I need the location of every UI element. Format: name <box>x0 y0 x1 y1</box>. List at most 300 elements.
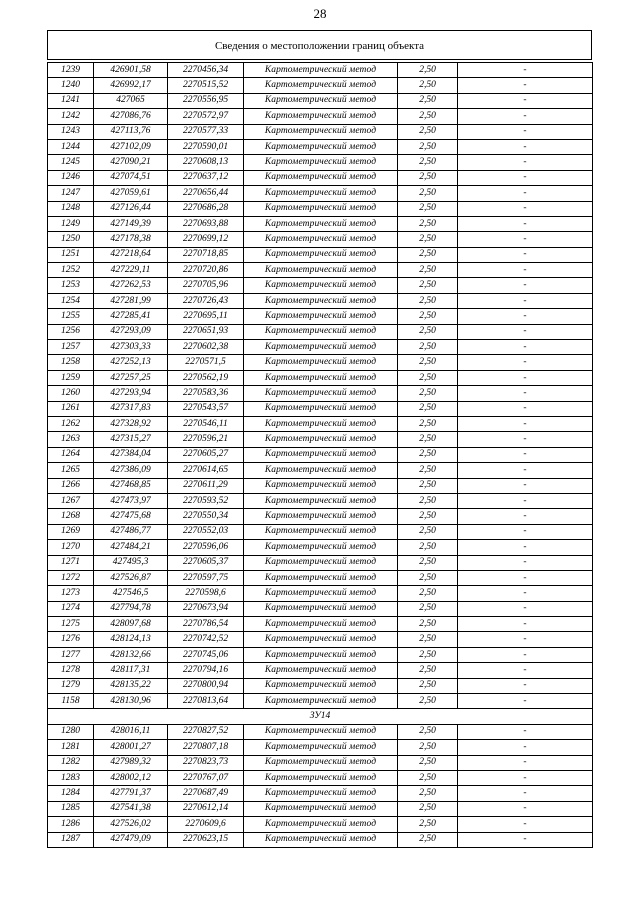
x-coordinate-cell: 428016,11 <box>94 724 168 739</box>
table-row <box>48 93 593 108</box>
accuracy-cell: 2,50 <box>398 139 458 154</box>
point-number-cell: 1259 <box>48 370 94 385</box>
method-cell: Картометрический метод <box>244 647 398 662</box>
accuracy-cell: 2,50 <box>398 570 458 585</box>
y-coordinate-cell: 2270583,36 <box>168 386 244 401</box>
y-coordinate-cell: 2270611,29 <box>168 478 244 493</box>
y-coordinate-cell: 2270637,12 <box>168 170 244 185</box>
y-coordinate-cell: 2270543,57 <box>168 401 244 416</box>
accuracy-cell: 2,50 <box>398 663 458 678</box>
x-coordinate-cell: 427218,64 <box>94 247 168 262</box>
section-row <box>48 709 593 724</box>
accuracy-cell: 2,50 <box>398 63 458 78</box>
x-coordinate-cell: 427473,97 <box>94 493 168 508</box>
accuracy-cell: 2,50 <box>398 247 458 262</box>
x-coordinate-cell: 427526,02 <box>94 817 168 832</box>
method-cell: Картометрический метод <box>244 109 398 124</box>
description-cell: - <box>458 478 593 493</box>
table-row <box>48 663 593 678</box>
method-cell: Картометрический метод <box>244 617 398 632</box>
point-number-cell: 1239 <box>48 63 94 78</box>
description-cell: - <box>458 340 593 355</box>
x-coordinate-cell: 427484,21 <box>94 540 168 555</box>
table-row <box>48 540 593 555</box>
table-body <box>48 63 593 848</box>
accuracy-cell: 2,50 <box>398 170 458 185</box>
table-row <box>48 817 593 832</box>
point-number-cell: 1268 <box>48 509 94 524</box>
y-coordinate-cell: 2270552,03 <box>168 524 244 539</box>
point-number-cell: 1266 <box>48 478 94 493</box>
description-cell: - <box>458 801 593 816</box>
x-coordinate-cell: 427074,51 <box>94 170 168 185</box>
point-number-cell: 1274 <box>48 601 94 616</box>
accuracy-cell: 2,50 <box>398 432 458 447</box>
accuracy-cell: 2,50 <box>398 370 458 385</box>
x-coordinate-cell: 427317,83 <box>94 401 168 416</box>
method-cell: Картометрический метод <box>244 509 398 524</box>
description-cell: - <box>458 694 593 709</box>
description-cell: - <box>458 355 593 370</box>
method-cell: Картометрический метод <box>244 724 398 739</box>
description-cell: - <box>458 247 593 262</box>
description-cell: - <box>458 570 593 585</box>
table-row <box>48 78 593 93</box>
accuracy-cell: 2,50 <box>398 93 458 108</box>
description-cell: - <box>458 93 593 108</box>
table-row <box>48 401 593 416</box>
table-row <box>48 63 593 78</box>
table-row <box>48 586 593 601</box>
table-row <box>48 416 593 431</box>
x-coordinate-cell: 427285,41 <box>94 309 168 324</box>
x-coordinate-cell: 427475,68 <box>94 509 168 524</box>
description-cell: - <box>458 139 593 154</box>
y-coordinate-cell: 2270590,01 <box>168 139 244 154</box>
description-cell: - <box>458 509 593 524</box>
y-coordinate-cell: 2270605,37 <box>168 555 244 570</box>
description-cell: - <box>458 170 593 185</box>
table-row <box>48 201 593 216</box>
x-coordinate-cell: 427065 <box>94 93 168 108</box>
table-row <box>48 755 593 770</box>
table-row <box>48 801 593 816</box>
description-cell: - <box>458 263 593 278</box>
x-coordinate-cell: 427257,25 <box>94 370 168 385</box>
point-number-cell: 1267 <box>48 493 94 508</box>
section-label: ЗУ14 <box>48 709 593 724</box>
method-cell: Картометрический метод <box>244 278 398 293</box>
point-number-cell: 1260 <box>48 386 94 401</box>
y-coordinate-cell: 2270786,54 <box>168 617 244 632</box>
description-cell: - <box>458 309 593 324</box>
method-cell: Картометрический метод <box>244 155 398 170</box>
description-cell: - <box>458 216 593 231</box>
point-number-cell: 1281 <box>48 740 94 755</box>
y-coordinate-cell: 2270651,93 <box>168 324 244 339</box>
accuracy-cell: 2,50 <box>398 201 458 216</box>
accuracy-cell: 2,50 <box>398 478 458 493</box>
x-coordinate-cell: 428135,22 <box>94 678 168 693</box>
point-number-cell: 1278 <box>48 663 94 678</box>
table-row <box>48 370 593 385</box>
x-coordinate-cell: 427149,39 <box>94 216 168 231</box>
method-cell: Картометрический метод <box>244 463 398 478</box>
y-coordinate-cell: 2270609,6 <box>168 817 244 832</box>
x-coordinate-cell: 427102,09 <box>94 139 168 154</box>
description-cell: - <box>458 493 593 508</box>
accuracy-cell: 2,50 <box>398 293 458 308</box>
method-cell: Картометрический метод <box>244 186 398 201</box>
accuracy-cell: 2,50 <box>398 216 458 231</box>
x-coordinate-cell: 428001,27 <box>94 740 168 755</box>
y-coordinate-cell: 2270823,73 <box>168 755 244 770</box>
point-number-cell: 1283 <box>48 770 94 785</box>
table-row <box>48 493 593 508</box>
description-cell: - <box>458 463 593 478</box>
table-row <box>48 355 593 370</box>
description-cell: - <box>458 555 593 570</box>
accuracy-cell: 2,50 <box>398 586 458 601</box>
accuracy-cell: 2,50 <box>398 524 458 539</box>
table-row <box>48 678 593 693</box>
y-coordinate-cell: 2270794,16 <box>168 663 244 678</box>
table-row <box>48 232 593 247</box>
method-cell: Картометрический метод <box>244 247 398 262</box>
y-coordinate-cell: 2270572,97 <box>168 109 244 124</box>
method-cell: Картометрический метод <box>244 755 398 770</box>
method-cell: Картометрический метод <box>244 324 398 339</box>
method-cell: Картометрический метод <box>244 293 398 308</box>
table-row <box>48 740 593 755</box>
method-cell: Картометрический метод <box>244 555 398 570</box>
point-number-cell: 1242 <box>48 109 94 124</box>
table-row <box>48 647 593 662</box>
x-coordinate-cell: 427090,21 <box>94 155 168 170</box>
x-coordinate-cell: 428132,66 <box>94 647 168 662</box>
y-coordinate-cell: 2270813,64 <box>168 694 244 709</box>
x-coordinate-cell: 426901,58 <box>94 63 168 78</box>
table-row <box>48 278 593 293</box>
y-coordinate-cell: 2270800,94 <box>168 678 244 693</box>
y-coordinate-cell: 2270726,43 <box>168 293 244 308</box>
y-coordinate-cell: 2270718,85 <box>168 247 244 262</box>
point-number-cell: 1240 <box>48 78 94 93</box>
table-row <box>48 109 593 124</box>
accuracy-cell: 2,50 <box>398 401 458 416</box>
method-cell: Картометрический метод <box>244 78 398 93</box>
y-coordinate-cell: 2270623,15 <box>168 832 244 847</box>
x-coordinate-cell: 428117,31 <box>94 663 168 678</box>
table-row <box>48 170 593 185</box>
x-coordinate-cell: 427293,09 <box>94 324 168 339</box>
point-number-cell: 1269 <box>48 524 94 539</box>
y-coordinate-cell: 2270742,52 <box>168 632 244 647</box>
x-coordinate-cell: 428124,13 <box>94 632 168 647</box>
point-number-cell: 1261 <box>48 401 94 416</box>
method-cell: Картометрический метод <box>244 540 398 555</box>
y-coordinate-cell: 2270745,06 <box>168 647 244 662</box>
description-cell: - <box>458 617 593 632</box>
y-coordinate-cell: 2270597,75 <box>168 570 244 585</box>
method-cell: Картометрический метод <box>244 478 398 493</box>
point-number-cell: 1257 <box>48 340 94 355</box>
y-coordinate-cell: 2270605,27 <box>168 447 244 462</box>
y-coordinate-cell: 2270699,12 <box>168 232 244 247</box>
description-cell: - <box>458 232 593 247</box>
y-coordinate-cell: 2270693,88 <box>168 216 244 231</box>
y-coordinate-cell: 2270546,11 <box>168 416 244 431</box>
point-number-cell: 1252 <box>48 263 94 278</box>
description-cell: - <box>458 740 593 755</box>
description-cell: - <box>458 724 593 739</box>
x-coordinate-cell: 427229,11 <box>94 263 168 278</box>
accuracy-cell: 2,50 <box>398 309 458 324</box>
method-cell: Картометрический метод <box>244 386 398 401</box>
x-coordinate-cell: 427086,76 <box>94 109 168 124</box>
x-coordinate-cell: 427059,61 <box>94 186 168 201</box>
point-number-cell: 1251 <box>48 247 94 262</box>
accuracy-cell: 2,50 <box>398 694 458 709</box>
table-row <box>48 432 593 447</box>
point-number-cell: 1285 <box>48 801 94 816</box>
table-row <box>48 247 593 262</box>
x-coordinate-cell: 427479,09 <box>94 832 168 847</box>
boundary-coordinates-table <box>47 62 593 848</box>
point-number-cell: 1254 <box>48 293 94 308</box>
table-row <box>48 309 593 324</box>
method-cell: Картометрический метод <box>244 401 398 416</box>
table-row <box>48 186 593 201</box>
point-number-cell: 1255 <box>48 309 94 324</box>
accuracy-cell: 2,50 <box>398 801 458 816</box>
x-coordinate-cell: 426992,17 <box>94 78 168 93</box>
point-number-cell: 1247 <box>48 186 94 201</box>
description-cell: - <box>458 632 593 647</box>
accuracy-cell: 2,50 <box>398 340 458 355</box>
y-coordinate-cell: 2270596,06 <box>168 540 244 555</box>
table-row <box>48 694 593 709</box>
method-cell: Картометрический метод <box>244 340 398 355</box>
y-coordinate-cell: 2270577,33 <box>168 124 244 139</box>
accuracy-cell: 2,50 <box>398 447 458 462</box>
accuracy-cell: 2,50 <box>398 540 458 555</box>
point-number-cell: 1256 <box>48 324 94 339</box>
point-number-cell: 1280 <box>48 724 94 739</box>
table-title: Сведения о местоположении границ объекта <box>214 40 425 52</box>
x-coordinate-cell: 427178,38 <box>94 232 168 247</box>
description-cell: - <box>458 786 593 801</box>
point-number-cell: 1286 <box>48 817 94 832</box>
point-number-cell: 1243 <box>48 124 94 139</box>
method-cell: Картометрический метод <box>244 493 398 508</box>
description-cell: - <box>458 817 593 832</box>
table-row <box>48 601 593 616</box>
y-coordinate-cell: 2270550,34 <box>168 509 244 524</box>
x-coordinate-cell: 427386,09 <box>94 463 168 478</box>
point-number-cell: 1272 <box>48 570 94 585</box>
y-coordinate-cell: 2270695,11 <box>168 309 244 324</box>
accuracy-cell: 2,50 <box>398 463 458 478</box>
y-coordinate-cell: 2270593,52 <box>168 493 244 508</box>
method-cell: Картометрический метод <box>244 432 398 447</box>
table-row <box>48 786 593 801</box>
x-coordinate-cell: 427791,37 <box>94 786 168 801</box>
accuracy-cell: 2,50 <box>398 386 458 401</box>
y-coordinate-cell: 2270614,65 <box>168 463 244 478</box>
y-coordinate-cell: 2270612,14 <box>168 801 244 816</box>
method-cell: Картометрический метод <box>244 832 398 847</box>
accuracy-cell: 2,50 <box>398 263 458 278</box>
method-cell: Картометрический метод <box>244 232 398 247</box>
y-coordinate-cell: 2270556,95 <box>168 93 244 108</box>
x-coordinate-cell: 428002,12 <box>94 770 168 785</box>
point-number-cell: 1287 <box>48 832 94 847</box>
point-number-cell: 1279 <box>48 678 94 693</box>
description-cell: - <box>458 524 593 539</box>
y-coordinate-cell: 2270596,21 <box>168 432 244 447</box>
description-cell: - <box>458 186 593 201</box>
table-row <box>48 216 593 231</box>
table-row <box>48 155 593 170</box>
method-cell: Картометрический метод <box>244 601 398 616</box>
method-cell: Картометрический метод <box>244 663 398 678</box>
description-cell: - <box>458 601 593 616</box>
table-row <box>48 632 593 647</box>
description-cell: - <box>458 370 593 385</box>
method-cell: Картометрический метод <box>244 786 398 801</box>
accuracy-cell: 2,50 <box>398 186 458 201</box>
accuracy-cell: 2,50 <box>398 724 458 739</box>
y-coordinate-cell: 2270515,52 <box>168 78 244 93</box>
point-number-cell: 1276 <box>48 632 94 647</box>
accuracy-cell: 2,50 <box>398 786 458 801</box>
y-coordinate-cell: 2270598,6 <box>168 586 244 601</box>
method-cell: Картометрический метод <box>244 740 398 755</box>
x-coordinate-cell: 427281,99 <box>94 293 168 308</box>
accuracy-cell: 2,50 <box>398 817 458 832</box>
y-coordinate-cell: 2270705,96 <box>168 278 244 293</box>
x-coordinate-cell: 427293,94 <box>94 386 168 401</box>
x-coordinate-cell: 428097,68 <box>94 617 168 632</box>
table-row <box>48 124 593 139</box>
point-number-cell: 1265 <box>48 463 94 478</box>
x-coordinate-cell: 427384,04 <box>94 447 168 462</box>
y-coordinate-cell: 2270571,5 <box>168 355 244 370</box>
table-row <box>48 478 593 493</box>
method-cell: Картометрический метод <box>244 309 398 324</box>
accuracy-cell: 2,50 <box>398 647 458 662</box>
table-row <box>48 386 593 401</box>
method-cell: Картометрический метод <box>244 201 398 216</box>
x-coordinate-cell: 428130,96 <box>94 694 168 709</box>
table-row <box>48 524 593 539</box>
x-coordinate-cell: 427113,76 <box>94 124 168 139</box>
accuracy-cell: 2,50 <box>398 155 458 170</box>
x-coordinate-cell: 427526,87 <box>94 570 168 585</box>
description-cell: - <box>458 647 593 662</box>
point-number-cell: 1258 <box>48 355 94 370</box>
accuracy-cell: 2,50 <box>398 832 458 847</box>
method-cell: Картометрический метод <box>244 139 398 154</box>
method-cell: Картометрический метод <box>244 678 398 693</box>
description-cell: - <box>458 201 593 216</box>
method-cell: Картометрический метод <box>244 801 398 816</box>
method-cell: Картометрический метод <box>244 447 398 462</box>
table-row <box>48 509 593 524</box>
accuracy-cell: 2,50 <box>398 324 458 339</box>
method-cell: Картометрический метод <box>244 124 398 139</box>
table-row <box>48 617 593 632</box>
y-coordinate-cell: 2270687,49 <box>168 786 244 801</box>
x-coordinate-cell: 427303,33 <box>94 340 168 355</box>
method-cell: Картометрический метод <box>244 817 398 832</box>
point-number-cell: 1284 <box>48 786 94 801</box>
point-number-cell: 1262 <box>48 416 94 431</box>
accuracy-cell: 2,50 <box>398 232 458 247</box>
point-number-cell: 1241 <box>48 93 94 108</box>
point-number-cell: 1282 <box>48 755 94 770</box>
x-coordinate-cell: 427126,44 <box>94 201 168 216</box>
x-coordinate-cell: 427328,92 <box>94 416 168 431</box>
accuracy-cell: 2,50 <box>398 770 458 785</box>
accuracy-cell: 2,50 <box>398 678 458 693</box>
method-cell: Картометрический метод <box>244 216 398 231</box>
table-row <box>48 570 593 585</box>
description-cell: - <box>458 416 593 431</box>
description-cell: - <box>458 447 593 462</box>
y-coordinate-cell: 2270686,28 <box>168 201 244 216</box>
accuracy-cell: 2,50 <box>398 109 458 124</box>
y-coordinate-cell: 2270602,38 <box>168 340 244 355</box>
accuracy-cell: 2,50 <box>398 78 458 93</box>
method-cell: Картометрический метод <box>244 694 398 709</box>
x-coordinate-cell: 427315,27 <box>94 432 168 447</box>
point-number-cell: 1271 <box>48 555 94 570</box>
point-number-cell: 1273 <box>48 586 94 601</box>
x-coordinate-cell: 427989,32 <box>94 755 168 770</box>
method-cell: Картометрический метод <box>244 263 398 278</box>
x-coordinate-cell: 427546,5 <box>94 586 168 601</box>
description-cell: - <box>458 109 593 124</box>
description-cell: - <box>458 832 593 847</box>
accuracy-cell: 2,50 <box>398 632 458 647</box>
table-header-frame <box>47 30 592 60</box>
x-coordinate-cell: 427252,13 <box>94 355 168 370</box>
point-number-cell: 1270 <box>48 540 94 555</box>
point-number-cell: 1253 <box>48 278 94 293</box>
y-coordinate-cell: 2270767,07 <box>168 770 244 785</box>
table-row <box>48 463 593 478</box>
description-cell: - <box>458 401 593 416</box>
table-row <box>48 340 593 355</box>
y-coordinate-cell: 2270608,13 <box>168 155 244 170</box>
description-cell: - <box>458 755 593 770</box>
table-row <box>48 555 593 570</box>
y-coordinate-cell: 2270807,18 <box>168 740 244 755</box>
point-number-cell: 1275 <box>48 617 94 632</box>
accuracy-cell: 2,50 <box>398 416 458 431</box>
table-row <box>48 770 593 785</box>
description-cell: - <box>458 78 593 93</box>
accuracy-cell: 2,50 <box>398 509 458 524</box>
accuracy-cell: 2,50 <box>398 601 458 616</box>
accuracy-cell: 2,50 <box>398 617 458 632</box>
table-row <box>48 139 593 154</box>
y-coordinate-cell: 2270673,94 <box>168 601 244 616</box>
accuracy-cell: 2,50 <box>398 493 458 508</box>
x-coordinate-cell: 427794,78 <box>94 601 168 616</box>
